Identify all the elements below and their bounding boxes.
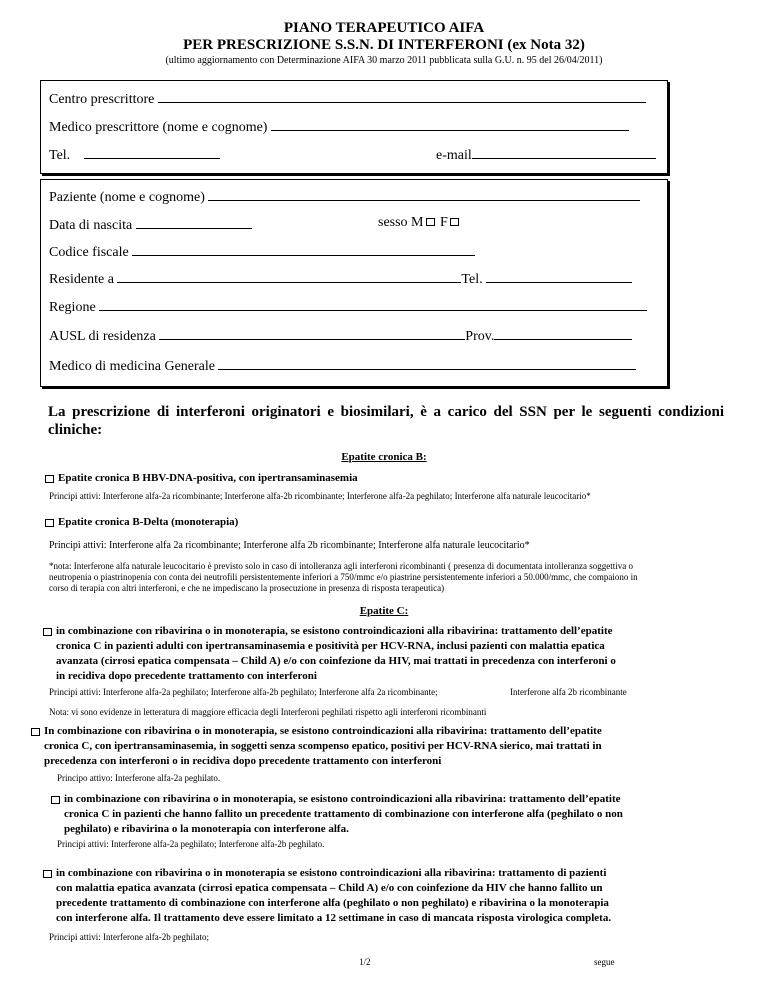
epatite-b-item2-checkbox[interactable] (45, 519, 54, 527)
tel-paziente-label: Tel. (461, 272, 483, 287)
epatite-c-item4[interactable] (56, 866, 722, 926)
sesso-m-label: sesso M (378, 215, 424, 230)
paziente-line[interactable] (208, 187, 640, 201)
epatite-c-heading-text: Epatite C (359, 605, 405, 617)
epatite-c-item1-principi-b: Interferone alfa 2b ricombinante (510, 687, 627, 697)
epatite-b-item1[interactable] (58, 471, 358, 486)
ausl-label: AUSL di residenza (49, 329, 156, 344)
intro-line2: cliniche: (48, 422, 103, 438)
epatite-c-item4-line2: con malattia epatica avanzata (cirrosi epatica compensata – Child A) e/o con coinfezione da HIV che hanno fallito un (56, 882, 603, 894)
epatite-c-item1-line3: avanzata (cirrosi epatica compensata – Child A) e/o con coinfezione da HIV, mai trattati in precedenza con interferoni o (56, 655, 616, 667)
ausl-line[interactable] (159, 326, 465, 340)
intro-line1: La prescrizione di interferoni originatori e biosimilari, è a carico del SSN per le seguenti condizioni (48, 404, 724, 420)
email-prescrittore-label: e-mail (436, 148, 472, 163)
epatite-c-item4-line4: con interferone alfa. Il trattamento deve essere limitato a 12 settimane in caso di mancata risposta virologica completa. (56, 912, 612, 924)
prov-line[interactable] (494, 326, 632, 340)
residente-field[interactable] (49, 269, 632, 288)
ausl-field[interactable] (49, 326, 632, 345)
residente-label: Residente a (49, 272, 114, 287)
centro-prescrittore-line[interactable] (158, 89, 646, 103)
epatite-c-heading-colon: : (404, 605, 409, 617)
epatite-b-nota (49, 561, 638, 594)
medico-prescrittore-field[interactable] (49, 117, 629, 136)
epatite-c-item1[interactable] (56, 624, 722, 684)
codice-fiscale-line[interactable] (132, 242, 475, 256)
epatite-b-item2-principi: Principi attivi: Interferone alfa 2a ricombinante; Interferone alfa 2b ricombinante; Interferone alfa naturale leucocitario* (49, 540, 530, 551)
sesso-field (378, 215, 461, 231)
epatite-c-item3-checkbox[interactable] (51, 796, 60, 804)
epatite-c-item3-line2: cronica C in pazienti che hanno fallito un precedente trattamento di combinazione con interferone alfa (peghilato o non (64, 808, 623, 820)
data-nascita-line[interactable] (136, 215, 252, 229)
medico-prescrittore-label: Medico prescrittore (nome e cognome) (49, 120, 268, 135)
epatite-c-item4-checkbox[interactable] (43, 870, 52, 878)
epatite-c-item3-line1: in combinazione con ribavirina o in monoterapia, se esistono controindicazioni alla ribavirina: trattamento dell’epatite (64, 793, 621, 805)
epatite-b-item2-text: Epatite cronica B-Delta (monoterapia) (58, 516, 239, 528)
epatite-c-item3[interactable] (64, 792, 722, 837)
prov-label: Prov. (465, 329, 495, 344)
tel-prescrittore-label: Tel. (49, 148, 71, 163)
epatite-c-item1-line2: cronica C in pazienti adulti con ipertransaminasemia e positività per HCV-RNA, inclusi pazienti con malattia epatica (56, 640, 605, 652)
centro-prescrittore-field[interactable] (49, 89, 646, 108)
medico-prescrittore-line[interactable] (271, 117, 629, 131)
epatite-c-item1-principi: Principi attivi: Interferone alfa-2a peghilato; Interferone alfa-2b peghilato; Interferone alfa 2a ricombinante; (49, 687, 438, 697)
epatite-c-item3-principi: Principi attivi: Interferone alfa-2a peghilato; Interferone alfa-2b peghilato. (57, 839, 325, 849)
sesso-f-checkbox[interactable] (450, 218, 459, 226)
epatite-c-heading (0, 605, 768, 617)
sesso-f-label: F (440, 215, 448, 230)
epatite-c-item4-line1: in combinazione con ribavirina o in monoterapia se esistono controindicazioni alla ribavirina: trattamento di pazienti (56, 867, 607, 879)
epatite-c-item3-line3: peghilato) e ribavirina o la monoterapia con interferone alfa. (64, 823, 349, 835)
codice-fiscale-label: Codice fiscale (49, 245, 129, 260)
tel-prescrittore-field[interactable] (49, 145, 220, 164)
epatite-b-item1-text: Epatite cronica B HBV-DNA-positiva, con ipertransaminasemia (58, 472, 358, 484)
epatite-b-nota-line1: *nota: Interferone alfa naturale leucocitario è previsto solo in caso di intolleranza agli interferoni ricombinanti ( presenza di documentata intolleranza soggettiva o (49, 561, 634, 571)
epatite-c-item1-nota: Nota: vi sono evidenze in letteratura di maggiore efficacia degli Interferoni peghilati rispetto agli interferoni ricombinanti (49, 707, 487, 717)
epatite-c-item2-principi: Principo attivo: Interferone alfa-2a peghilato. (57, 773, 221, 783)
sesso-m-checkbox[interactable] (426, 218, 435, 226)
epatite-b-nota-line3: corso di terapia con altri interferoni, e che ne impediscano la prosecuzione in presenza di risposta terapeutica) (49, 583, 445, 593)
epatite-c-item2[interactable] (44, 724, 722, 769)
regione-label: Regione (49, 300, 96, 315)
page-title: PIANO TERAPEUTICO AIFA (283, 20, 485, 36)
paziente-label: Paziente (nome e cognome) (49, 190, 205, 205)
epatite-c-item2-line2: cronica C, con ipertransaminasemia, in soggetti senza scompenso epatico, positivi per HCV-RNA sierico, mai trattati in (44, 740, 602, 752)
data-nascita-field[interactable] (49, 215, 252, 234)
regione-line[interactable] (99, 297, 647, 311)
epatite-c-item1-line1: in combinazione con ribavirina o in monoterapia, se esistono controindicazioni alla ribavirina: trattamento dell’epatite (56, 625, 613, 637)
email-prescrittore-line[interactable] (472, 145, 656, 159)
epatite-c-item2-line3: precedenza con interferoni o in recidiva dopo precedente trattamento con interferoni (44, 755, 442, 767)
mmg-label: Medico di medicina Generale (49, 359, 215, 374)
codice-fiscale-field[interactable] (49, 242, 475, 261)
page-title-line2: PER PRESCRIZIONE S.S.N. DI INTERFERONI (ex Nota 32) (183, 37, 585, 53)
epatite-b-item2[interactable] (58, 515, 238, 530)
epatite-b-item1-principi: Principi attivi: Interferone alfa-2a ricombinante; Interferone alfa-2b ricombinante; Interferone alfa-2a peghilato; Interferone alfa naturale leucocitario* (49, 491, 591, 501)
epatite-b-nota-line2: neutropenia o piastrinopenia con conta dei neutrofili persistentemente inferiori a 750/mmc e/o piastrine persistentemente inferiori a 50.000/mmc, che compaiono in (49, 572, 638, 582)
page-number: 1/2 (359, 957, 371, 967)
paziente-field[interactable] (49, 187, 640, 206)
epatite-c-item2-line1: In combinazione con ribavirina o in monoterapia, se esistono controindicazioni alla ribavirina: trattamento dell’epatite (44, 725, 602, 737)
tel-prescrittore-line[interactable] (84, 145, 220, 159)
mmg-line[interactable] (218, 356, 636, 370)
segue-label: segue (594, 957, 615, 967)
epatite-c-item4-principi: Principi attivi: Interferone alfa-2b peghilato; (49, 932, 209, 942)
epatite-c-item4-line3: precedente trattamento di combinazione con interferone alfa (peghilato o non peghilato) e ribavirina o la monoterapia (56, 897, 609, 909)
regione-field[interactable] (49, 297, 647, 316)
mmg-field[interactable] (49, 356, 636, 375)
page-subtitle: (ultimo aggiornamento con Determinazione AIFA 30 marzo 2011 pubblicata sulla G.U. n. 95 del 26/04/2011) (165, 55, 603, 66)
epatite-b-heading: Epatite cronica B: (341, 451, 427, 463)
tel-paziente-line[interactable] (486, 269, 632, 283)
email-prescrittore-field[interactable] (436, 145, 656, 164)
residente-line[interactable] (117, 269, 461, 283)
epatite-c-item1-checkbox[interactable] (43, 628, 52, 636)
centro-prescrittore-label: Centro prescrittore (49, 92, 155, 107)
epatite-c-item1-line4: in recidiva dopo precedente trattamento con interferoni (56, 670, 317, 682)
data-nascita-label: Data di nascita (49, 218, 133, 233)
epatite-c-item2-checkbox[interactable] (31, 728, 40, 736)
epatite-b-item1-checkbox[interactable] (45, 475, 54, 483)
